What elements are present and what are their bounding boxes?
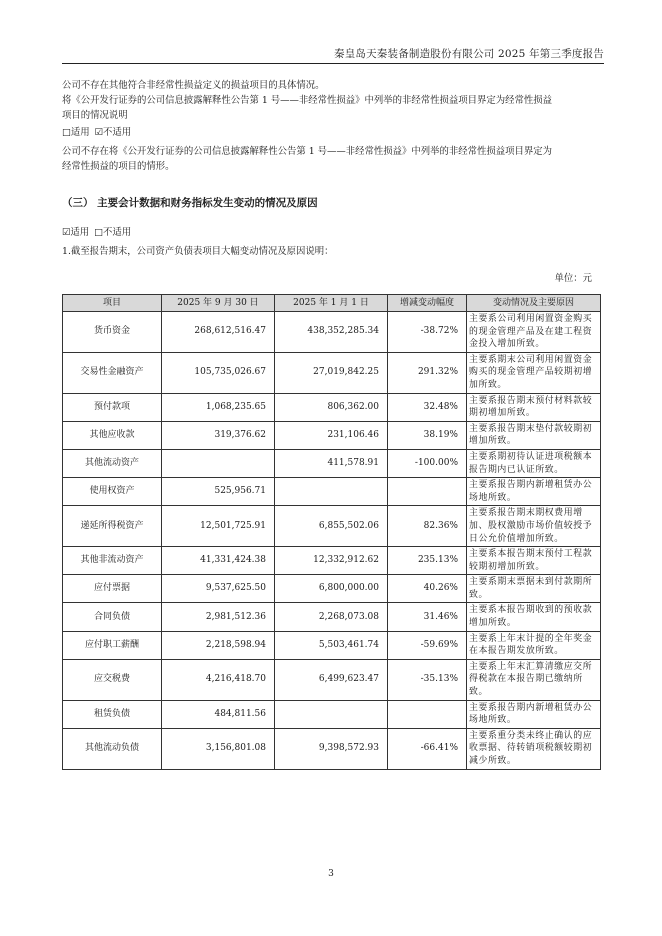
cell-reason: 主要系报告期末期权费用增加、股权激励市场价值较授予日公允价值增加所致。 (467, 506, 601, 547)
section-title: （三） 主要会计数据和财务指标发生变动的情况及原因 (62, 197, 318, 209)
cell-reason: 主要系本报告期收到的预收款增加所致。 (467, 603, 601, 631)
cell-end: 41,331,424.38 (162, 547, 275, 575)
cell-reason: 主要系上年末汇算清缴应交所得税款在本报告期已缴纳所致。 (467, 659, 601, 700)
cell-item: 其他流动资产 (63, 449, 162, 477)
cell-reason: 主要系重分类未终止确认的应收票据、待转销项税额较期初减少所致。 (467, 728, 601, 769)
cell-end (162, 449, 275, 477)
cell-start: 806,362.00 (275, 393, 388, 421)
cell-item: 租赁负债 (63, 700, 162, 728)
cell-change: 38.19% (388, 421, 467, 449)
table-row (63, 575, 601, 603)
cell-reason: 主要系期末公司利用闲置资金购买的现金管理产品较期初增加所致。 (467, 352, 601, 393)
table-row (63, 312, 601, 353)
cell-start: 5,503,461.74 (275, 631, 388, 659)
cell-end: 484,811.56 (162, 700, 275, 728)
table-row (63, 547, 601, 575)
cell-change: -100.00% (388, 449, 467, 477)
header-divider (62, 63, 604, 64)
cell-reason: 主要系报告期内新增租赁办公场地所致。 (467, 700, 601, 728)
cell-change: 82.36% (388, 506, 467, 547)
cell-reason: 主要系报告期末预付材料款较期初增加所致。 (467, 393, 601, 421)
cell-change: 31.46% (388, 603, 467, 631)
cell-start: 411,578.91 (275, 449, 388, 477)
table-row (63, 393, 601, 421)
cell-reason: 主要系公司利用闲置资金购买的现金管理产品及在建工程资金投入增加所致。 (467, 312, 601, 353)
cell-end: 12,501,725.91 (162, 506, 275, 547)
cell-end: 3,156,801.08 (162, 728, 275, 769)
intro-line-2a: 将《公开发行证券的公司信息披露解释性公告第 1 号——非经常性损益》中列举的非经常性损益项目界定为经常性损益 (62, 95, 553, 106)
cell-item: 应付职工薪酬 (63, 631, 162, 659)
cell-item: 应付票据 (63, 575, 162, 603)
cell-start: 438,352,285.34 (275, 312, 388, 353)
cell-reason: 主要系期初待认证进项税额本报告期内已认证所致。 (467, 449, 601, 477)
cell-change (388, 478, 467, 506)
page-content (62, 78, 602, 770)
table-row (63, 352, 601, 393)
cell-item: 预付款项 (63, 393, 162, 421)
cell-start: 2,268,073.08 (275, 603, 388, 631)
cell-item: 应交税费 (63, 659, 162, 700)
table-row (63, 700, 601, 728)
checkbox-not-applicable-unchecked[interactable]: □不适用 (94, 227, 132, 238)
cell-item: 其他流动负债 (63, 728, 162, 769)
cell-reason: 主要系报告期末垫付款较期初增加所致。 (467, 421, 601, 449)
cell-item: 使用权资产 (63, 478, 162, 506)
unit-label: 单位：元 (554, 273, 592, 284)
cell-start: 12,332,912.62 (275, 547, 388, 575)
cell-end: 2,218,598.94 (162, 631, 275, 659)
checkbox-applicable-unchecked[interactable]: □适用 (62, 127, 90, 138)
cell-item: 合同负债 (63, 603, 162, 631)
cell-item: 其他非流动资产 (63, 547, 162, 575)
cell-reason: 主要系上年末计提的全年奖金在本报告期发放所致。 (467, 631, 601, 659)
balance-sheet-changes-table (62, 294, 601, 770)
cell-change: 235.13% (388, 547, 467, 575)
section-subtitle: 1.截至报告期末，公司资产负债表项目大幅变动情况及原因说明： (62, 246, 334, 257)
cell-end: 2,981,512.36 (162, 603, 275, 631)
cell-change (388, 700, 467, 728)
cell-start (275, 478, 388, 506)
cell-start: 6,499,623.47 (275, 659, 388, 700)
header-reason: 变动情况及主要原因 (467, 295, 601, 312)
header-end-date: 2025 年 9 月 30 日 (162, 295, 275, 312)
table-row (63, 631, 601, 659)
cell-item: 货币资金 (63, 312, 162, 353)
cell-change: 32.48% (388, 393, 467, 421)
table-row (63, 506, 601, 547)
checkbox-group-1 (62, 125, 602, 140)
cell-change: 291.32% (388, 352, 467, 393)
checkbox-applicable-checked[interactable]: ☑适用 (62, 227, 90, 238)
checkbox-not-applicable-checked[interactable]: ☑不适用 (94, 127, 132, 138)
page-number: 3 (328, 869, 334, 879)
cell-change: -38.72% (388, 312, 467, 353)
cell-reason: 主要系本报告期末预付工程款较期初增加所致。 (467, 547, 601, 575)
intro-line-1: 公司不存在其他符合非经常性损益定义的损益项目的具体情况。 (62, 80, 325, 91)
cell-end: 105,735,026.67 (162, 352, 275, 393)
intro-line-3b: 经常性损益的项目的情形。 (62, 161, 175, 172)
cell-end: 4,216,418.70 (162, 659, 275, 700)
cell-start: 6,855,502.06 (275, 506, 388, 547)
cell-start: 231,106.46 (275, 421, 388, 449)
table-row (63, 728, 601, 769)
cell-item: 递延所得税资产 (63, 506, 162, 547)
header-change: 增减变动幅度 (388, 295, 467, 312)
cell-reason: 主要系报告期内新增租赁办公场地所致。 (467, 478, 601, 506)
cell-item: 其他应收款 (63, 421, 162, 449)
report-header-title: 秦皇岛天秦装备制造股份有限公司 2025 年第三季度报告 (334, 48, 604, 60)
table-header-row (63, 295, 601, 312)
cell-start: 27,019,842.25 (275, 352, 388, 393)
cell-start (275, 700, 388, 728)
cell-end: 9,537,625.50 (162, 575, 275, 603)
table-row (63, 659, 601, 700)
cell-end: 1,068,235.65 (162, 393, 275, 421)
cell-start: 6,800,000.00 (275, 575, 388, 603)
cell-reason: 主要系期末票据未到付款期所致。 (467, 575, 601, 603)
cell-change: -66.41% (388, 728, 467, 769)
intro-line-3a: 公司不存在将《公开发行证券的公司信息披露解释性公告第 1 号——非经常性损益》中列举的非经常性损益项目界定为 (62, 146, 553, 157)
header-start-date: 2025 年 1 月 1 日 (275, 295, 388, 312)
cell-end: 268,612,516.47 (162, 312, 275, 353)
header-item: 项目 (63, 295, 162, 312)
intro-line-2b: 项目的情况说明 (62, 110, 128, 121)
cell-end: 319,376.62 (162, 421, 275, 449)
checkbox-group-2 (62, 225, 602, 240)
cell-change: 40.26% (388, 575, 467, 603)
cell-change: -59.69% (388, 631, 467, 659)
table-row (63, 478, 601, 506)
table-row (63, 421, 601, 449)
cell-start: 9,398,572.93 (275, 728, 388, 769)
cell-item: 交易性金融资产 (63, 352, 162, 393)
table-row (63, 449, 601, 477)
cell-end: 525,956.71 (162, 478, 275, 506)
table-row (63, 603, 601, 631)
cell-change: -35.13% (388, 659, 467, 700)
